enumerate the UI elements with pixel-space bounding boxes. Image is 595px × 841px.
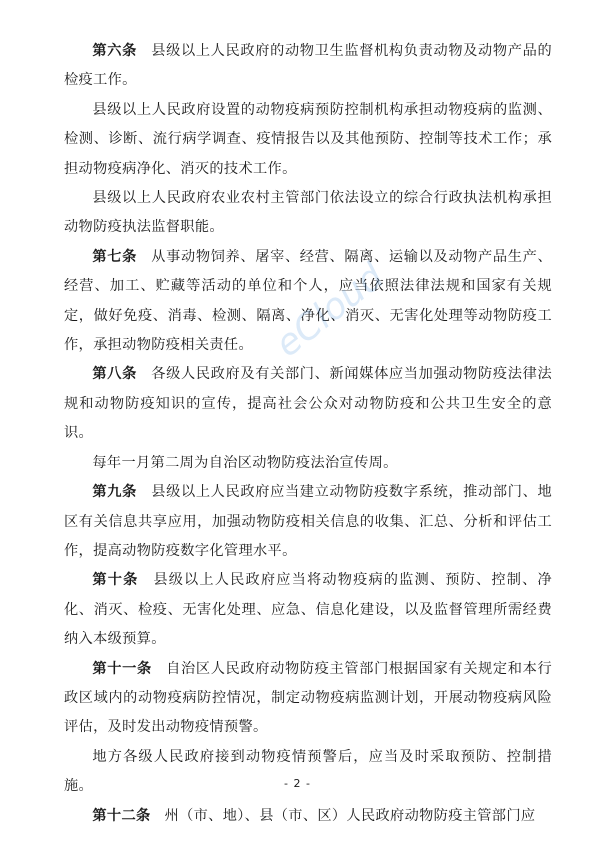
- paragraph-text: 每年一月第二周为自治区动物防疫法治宣传周。: [92, 454, 398, 471]
- paragraph-text: 州（市、地）、县（市、区）人民政府动物防疫主管部门应: [164, 807, 536, 824]
- article-number: 第十二条: [92, 807, 151, 824]
- paragraph-text: 从事动物饲养、屠宰、经营、隔离、运输以及动物产品生产、经营、加工、贮藏等活动的单位和个人，应当依照法律法规和国家有关规定，做好免疫、消毒、检测、隔离、净化、消灭、无害化处理等动物防疫工作，承担动物防疫相关责任。: [64, 248, 552, 354]
- page-number: - 2 -: [284, 777, 311, 790]
- paragraph-text: 自治区人民政府动物防疫主管部门根据国家有关规定和本行政区域内的动物疫病防控情况，制定动物疫病监测计划，开展动物疫病风险评估，及时发出动物疫情预警。: [64, 660, 552, 736]
- paragraph-text: 县级以上人民政府应当将动物疫病的监测、预防、控制、净化、消灭、检疫、无害化处理、应急、信息化建设，以及监督管理所需经费纳入本级预算。: [64, 572, 552, 648]
- paragraph-article-8: [64, 360, 552, 448]
- paragraph-article-10: [64, 566, 552, 654]
- article-number: 第七条: [92, 248, 137, 265]
- paragraph-article-6-clause-3: [64, 184, 552, 243]
- article-number: 第九条: [92, 484, 137, 501]
- paragraph-article-6-clause-2: [64, 96, 552, 184]
- paragraph-text: 县级以上人民政府应当建立动物防疫数字系统，推动部门、地区有关信息共享应用，加强动物防疫相关信息的收集、汇总、分析和评估工作，提高动物防疫数字化管理水平。: [64, 484, 552, 559]
- paragraph-text: 地方各级人民政府接到动物疫情预警后，应当及时采取预防、控制措施。: [64, 748, 552, 795]
- paragraph-text: 各级人民政府及有关部门、新闻媒体应当加强动物防疫法律法规和动物防疫知识的宣传，提高社会公众对动物防疫和公共卫生安全的意识。: [64, 366, 552, 442]
- paragraph-text: 县级以上人民政府的动物卫生监督机构负责动物及动物产品的检疫工作。: [64, 43, 552, 89]
- article-number: 第六条: [92, 43, 137, 59]
- paragraph-article-11: [64, 655, 552, 743]
- paragraph-article-7: [64, 243, 552, 361]
- paragraph-article-11-clause-2: [64, 743, 552, 802]
- paragraph-article-12: [64, 802, 552, 831]
- article-number: 第十一条: [92, 660, 152, 677]
- article-number: 第八条: [92, 366, 137, 383]
- document-body: [64, 37, 552, 831]
- paragraph-article-8-clause-2: [64, 449, 552, 478]
- article-number: 第十条: [92, 572, 139, 589]
- watermark-logo: eCloud: [268, 256, 392, 366]
- paragraph-text: 县级以上人民政府设置的动物疫病预防控制机构承担动物疫病的监测、检测、诊断、流行病学调查、疫情报告以及其他预防、控制等技术工作；承担动物疫病净化、消灭的技术工作。: [64, 101, 552, 177]
- paragraph-article-9: [64, 478, 552, 566]
- paragraph-text: 县级以上人民政府农业农村主管部门依法设立的综合行政执法机构承担动物防疫执法监督职能。: [64, 190, 552, 236]
- paragraph-article-6: [64, 37, 552, 96]
